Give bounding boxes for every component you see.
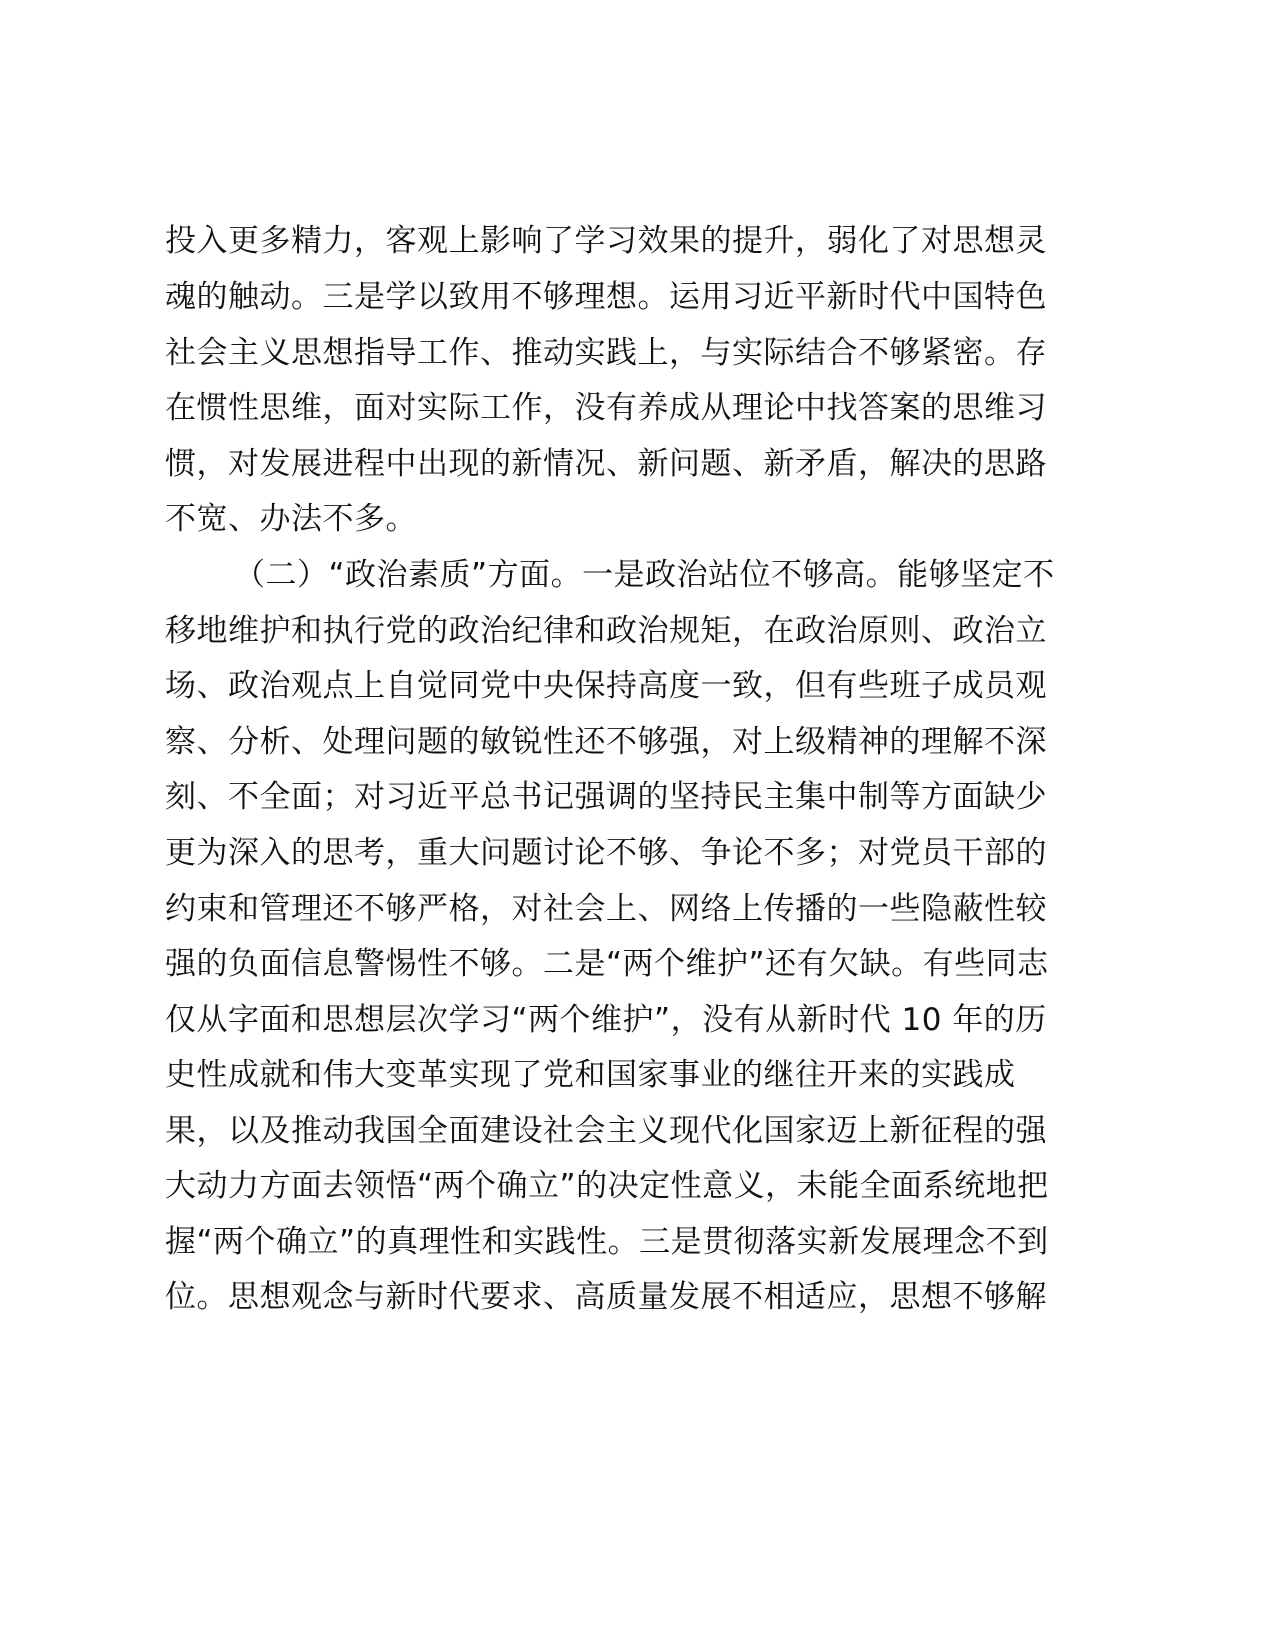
paragraph-line: 果，以及推动我国全面建设社会主义现代化国家迈上新征程的强 xyxy=(165,1113,1047,1149)
paragraph-line: 史性成就和伟大变革实现了党和国家事业的继往开来的实践成 xyxy=(165,1057,1016,1093)
paragraph-line: 更为深入的思考，重大问题讨论不够、争论不多；对党员干部的 xyxy=(165,835,1047,871)
paragraph-line: 投入更多精力，客观上影响了学习效果的提升，弱化了对思想灵 xyxy=(165,223,1047,259)
paragraph-line: 大动力方面去领悟“两个确立”的决定性意义，未能全面系统地把 xyxy=(165,1168,1049,1204)
paragraph-line: 不宽、办法不多。 xyxy=(165,501,417,537)
paragraph-line: 在惯性思维，面对实际工作，没有养成从理论中找答案的思维习 xyxy=(165,390,1047,426)
paragraph-line: 刻、不全面；对习近平总书记强调的坚持民主集中制等方面缺少 xyxy=(165,779,1047,815)
paragraph-line: 约束和管理还不够严格，对社会上、网络上传播的一些隐蔽性较 xyxy=(165,891,1047,927)
paragraph-line: 移地维护和执行党的政治纪律和政治规矩，在政治原则、政治立 xyxy=(165,613,1047,649)
paragraph-line: 察、分析、处理问题的敏锐性还不够强，对上级精神的理解不深 xyxy=(165,724,1047,760)
paragraph-line: 位。思想观念与新时代要求、高质量发展不相适应，思想不够解 xyxy=(165,1279,1047,1315)
paragraph-line: 场、政治观点上自觉同党中央保持高度一致，但有些班子成员观 xyxy=(165,668,1047,704)
paragraph-line: 握“两个确立”的真理性和实践性。三是贯彻落实新发展理念不到 xyxy=(165,1224,1049,1260)
paragraph-line: 社会主义思想指导工作、推动实践上，与实际结合不够紧密。存 xyxy=(165,335,1047,371)
section-heading-line: （二）“政治素质”方面。一是政治站位不够高。能够坚定不 xyxy=(234,557,1055,593)
paragraph-line: 仅从字面和思想层次学习“两个维护”，没有从新时代 10 年的历 xyxy=(165,1002,1047,1038)
paragraph-line: 惯，对发展进程中出现的新情况、新问题、新矛盾，解决的思路 xyxy=(165,446,1047,482)
paragraph-line: 魂的触动。三是学以致用不够理想。运用习近平新时代中国特色 xyxy=(165,279,1047,315)
paragraph-line: 强的负面信息警惕性不够。二是“两个维护”还有欠缺。有些同志 xyxy=(165,946,1049,982)
